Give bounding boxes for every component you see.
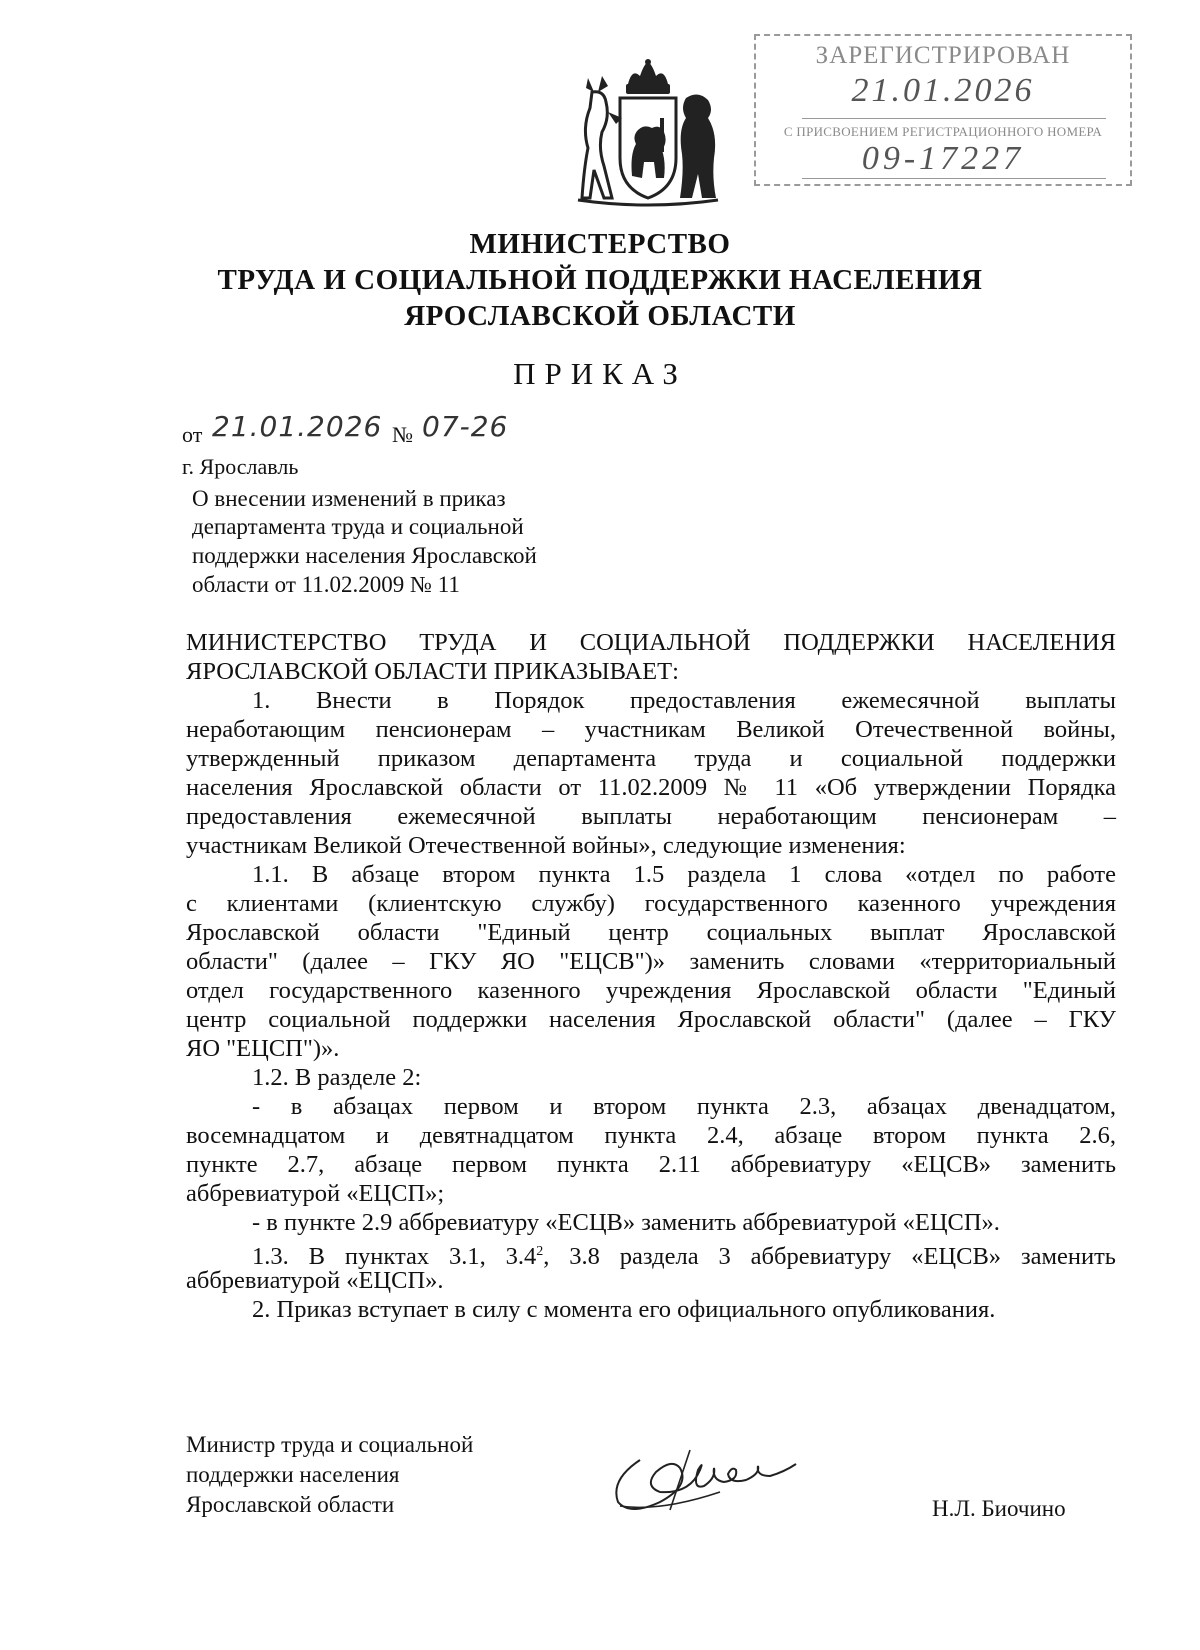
signatory-title-line: поддержки населения	[186, 1462, 400, 1487]
stamp-divider	[802, 118, 1106, 119]
number-prefix: №	[392, 422, 413, 447]
stamp-title: ЗАРЕГИСТРИРОВАН	[815, 42, 1071, 69]
paragraph-2: 2. Приказ вступает в силу с момента его официального опубликования.	[252, 1296, 996, 1323]
preamble-line: МИНИСТЕРСТВО ТРУДА И СОЦИАЛЬНОЙ ПОДДЕРЖКИ НАСЕЛЕНИЯ	[186, 629, 1116, 656]
paragraph-1-1-line: Ярославской области "Единый центр социальных выплат Ярославской	[186, 919, 1116, 946]
order-date-number	[182, 410, 582, 450]
signatory-name: Н.Л. Биочино	[932, 1496, 1066, 1521]
signatory-title-line: Ярославской области	[186, 1492, 395, 1517]
paragraph-1-1-line: с клиентами (клиентскую службу) государственного казенного учреждения	[186, 890, 1116, 917]
stamp-registration-number: 09-17227	[861, 140, 1025, 177]
paragraph-1-1-line: 1.1. В абзаце втором пункта 1.5 раздела 1 слова «отдел по работе	[252, 861, 1116, 888]
ministry-heading-line-3: ЯРОСЛАВСКОЙ ОБЛАСТИ	[404, 300, 796, 332]
paragraph-1-2-item-line: восемнадцатом и девятнадцатом пункта 2.4, абзаце втором пункта 2.6,	[186, 1122, 1116, 1149]
paragraph-1-1-line: отдел государственного казенного учреждения Ярославской области "Единый	[186, 977, 1116, 1004]
date-prefix: от	[182, 422, 203, 447]
superscript: 2	[536, 1244, 544, 1259]
paragraph-1-2-item-line: - в абзацах первом и втором пункта 2.3, абзацах двенадцатом,	[252, 1093, 1116, 1120]
paragraph-1-3-line: аббревиатурой «ЕЦСП».	[186, 1267, 444, 1294]
paragraph-1-2-item-line: пункте 2.7, абзаце первом пункта 2.11 аббревиатуру «ЕЦСВ» заменить	[186, 1151, 1116, 1178]
subject-line: О внесении изменений в приказ	[192, 486, 506, 511]
paragraph-1-3-text: , 3.8 раздела 3 аббревиатуру «ЕЦСВ» заменить	[543, 1243, 1116, 1271]
order-number: 07-26	[422, 410, 509, 443]
paragraph-1-2-item: - в пункте 2.9 аббревиатуру «ЕСЦВ» заменить аббревиатурой «ЕЦСП».	[252, 1209, 1000, 1236]
handwritten-signature	[600, 1420, 820, 1530]
stamp-subtitle: С ПРИСВОЕНИЕМ РЕГИСТРАЦИОННОГО НОМЕРА	[783, 124, 1103, 139]
order-date: 21.01.2026	[212, 410, 383, 443]
paragraph-1-line: населения Ярославской области от 11.02.2009 № 11 «Об утверждении Порядка	[186, 774, 1116, 801]
document-type-title: ПРИКАЗ	[513, 356, 687, 391]
coat-of-arms-emblem	[568, 58, 728, 210]
ministry-heading-line-2: ТРУДА И СОЦИАЛЬНОЙ ПОДДЕРЖКИ НАСЕЛЕНИЯ	[217, 264, 983, 296]
preamble-line: ЯРОСЛАВСКОЙ ОБЛАСТИ ПРИКАЗЫВАЕТ:	[186, 658, 679, 685]
stamp-date: 21.01.2026	[851, 72, 1035, 109]
paragraph-1-line: утвержденный приказом департамента труда и социальной поддержки	[186, 745, 1116, 772]
paragraph-1-3-text: 1.3. В пунктах 3.1, 3.4	[252, 1243, 537, 1271]
paragraph-1-line: предоставления ежемесячной выплаты неработающим пенсионерам –	[186, 803, 1116, 830]
subject-line: области от 11.02.2009 № 11	[192, 572, 460, 597]
paragraph-1-line: участникам Великой Отечественной войны», следующие изменения:	[186, 832, 906, 859]
paragraph-1-2: 1.2. В разделе 2:	[252, 1064, 422, 1091]
registration-stamp	[754, 34, 1132, 186]
ministry-heading-line-1: МИНИСТЕРСТВО	[469, 228, 731, 260]
paragraph-1-line: неработающим пенсионерам – участникам Великой Отечественной войны,	[186, 716, 1116, 743]
paragraph-1-line: 1. Внести в Порядок предоставления ежемесячной выплаты	[252, 687, 1116, 714]
signatory-title-line: Министр труда и социальной	[186, 1432, 474, 1457]
paragraph-1-2-item-line: аббревиатурой «ЕЦСП»;	[186, 1180, 445, 1207]
paragraph-1-1-line: ЯО "ЕЦСП")».	[186, 1035, 340, 1062]
paragraph-1-1-line: центр социальной поддержки населения Ярославской области" (далее – ГКУ	[186, 1006, 1116, 1033]
subject-line: департамента труда и социальной	[192, 514, 524, 539]
order-city: г. Ярославль	[182, 454, 299, 479]
stamp-divider	[802, 178, 1106, 179]
subject-line: поддержки населения Ярославской	[192, 543, 537, 568]
paragraph-1-1-line: области" (далее – ГКУ ЯО "ЕЦСВ")» заменить словами «территориальный	[186, 948, 1116, 975]
